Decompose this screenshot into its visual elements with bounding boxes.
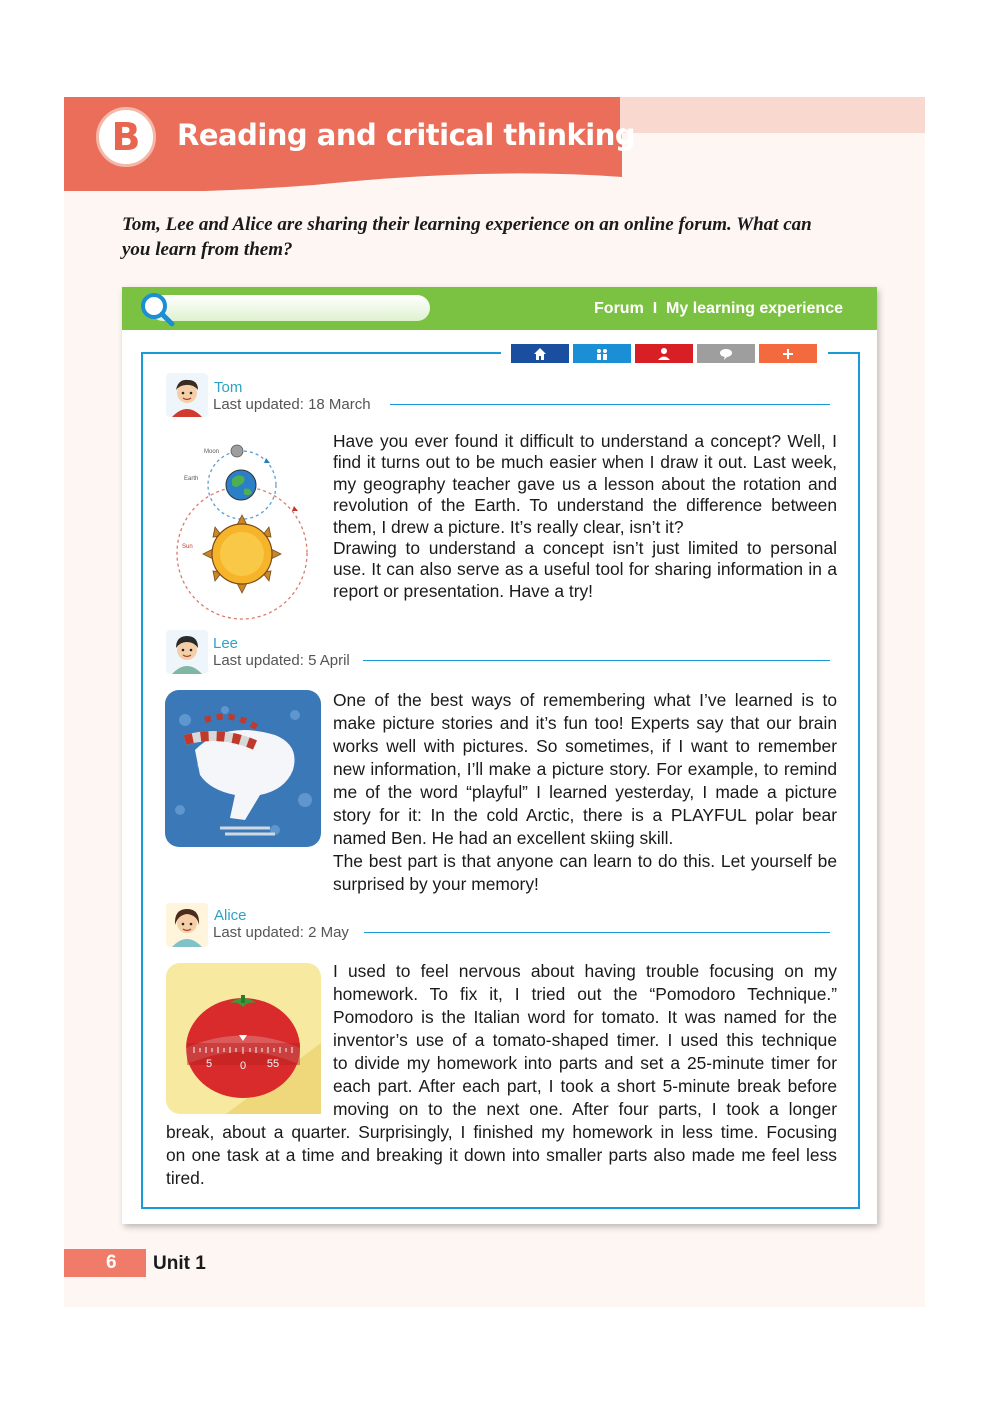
search-icon[interactable] bbox=[139, 291, 177, 329]
post-paragraph: One of the best ways of remembering what I’ve learned is to make picture stories and it’s fun too! Experts say that our brain works well with pictures. So sometimes, if I want to remember new information, I’ll make a picture story. For example, to remind me of the word “playful” I learned yesterday, I made a picture story for it: In the cold Arctic, there is a PLAYFUL polar bear named Ben. He had an excellent skiing skill. bbox=[333, 690, 837, 848]
earth-label: Earth bbox=[184, 476, 199, 482]
post-divider bbox=[390, 404, 830, 405]
home-button[interactable] bbox=[511, 344, 569, 363]
post-body bbox=[333, 431, 837, 602]
post-line: tired. bbox=[166, 1168, 205, 1188]
section-title: Reading and critical thinking bbox=[177, 118, 636, 152]
users-button[interactable] bbox=[573, 344, 631, 363]
post-timestamp: Last updated: 18 March bbox=[213, 396, 371, 413]
post-body bbox=[333, 689, 837, 896]
timer-tick-label: 55 bbox=[266, 1058, 280, 1070]
page-number: 6 bbox=[106, 1252, 117, 1273]
post-author[interactable]: Alice bbox=[214, 907, 247, 924]
plus-icon bbox=[781, 347, 795, 361]
post-paragraph: Drawing to understand a concept isn’t just limited to personal use. It can also serve as a useful tool for sharing information in a report or presentation. Have a try! bbox=[333, 538, 837, 601]
add-post-button[interactable] bbox=[759, 344, 817, 363]
section-ribbon-tail bbox=[620, 97, 925, 133]
comment-button[interactable] bbox=[697, 344, 755, 363]
page-number-tab bbox=[64, 1249, 146, 1277]
tom-avatar bbox=[166, 373, 208, 417]
post-line: break, about a quarter. Surprisingly, I finished my homework in less time. Focusing bbox=[166, 1122, 837, 1142]
post-timestamp: Last updated: 2 May bbox=[213, 924, 349, 941]
timer-tick-label: 5 bbox=[205, 1058, 213, 1070]
section-letter: B bbox=[111, 115, 141, 159]
post-body-wide bbox=[166, 1121, 837, 1190]
post-line: I used to feel nervous about having trouble focusing on my bbox=[333, 961, 837, 981]
search-input[interactable] bbox=[150, 295, 430, 321]
alice-avatar bbox=[166, 903, 208, 947]
forum-title: Forum I My learning experience bbox=[594, 300, 843, 317]
timer-tick-label: 0 bbox=[239, 1060, 247, 1072]
moon bbox=[231, 445, 243, 457]
lee-avatar bbox=[166, 630, 208, 674]
comment-icon bbox=[719, 347, 733, 361]
post-author[interactable]: Tom bbox=[214, 379, 243, 396]
post-line: to divide my homework into parts and set a 25-minute timer for bbox=[333, 1053, 837, 1073]
post-line: each part. After each part, I took a short 5-minute break before bbox=[333, 1076, 837, 1096]
users-icon bbox=[595, 347, 609, 361]
sun-label: Sun bbox=[182, 544, 193, 550]
moon-label: Moon bbox=[204, 449, 220, 455]
sun bbox=[203, 515, 281, 593]
post-timestamp: Last updated: 5 April bbox=[213, 652, 350, 669]
home-icon bbox=[533, 347, 547, 361]
post-line: homework. To fix it, I tried out the “Pomodoro Technique.” bbox=[333, 984, 837, 1004]
post-paragraph: Have you ever found it difficult to understand a concept? Well, I find it turns out to be much easier when I draw it out. Last week, my geography teacher gave us a lesson about the rotation and revolution of the Earth. To understand the difference between them, I drew a picture. It’s really clear, isn’t it? bbox=[333, 431, 837, 537]
pomodoro-timer-image bbox=[166, 963, 321, 1114]
post-divider bbox=[363, 660, 830, 661]
post-line: inventor’s use of a tomato-shaped timer. I used this technique bbox=[333, 1030, 837, 1050]
earth-orbit-diagram bbox=[166, 433, 324, 626]
post-line: Pomodoro is the Italian word for tomato. It was named for the bbox=[333, 1007, 837, 1027]
unit-label: Unit 1 bbox=[153, 1253, 206, 1274]
post-line: moving on to the next one. After four parts, I took a longer bbox=[333, 1099, 837, 1119]
post-author[interactable]: Lee bbox=[213, 635, 239, 652]
polar-bear-skiing-image bbox=[165, 690, 321, 847]
post-paragraph: The best part is that anyone can learn to do this. Let yourself be surprised by your memory! bbox=[333, 851, 837, 894]
earth bbox=[226, 470, 256, 500]
intro-instruction: Tom, Lee and Alice are sharing their learning experience on an online forum. What can you learn from them? bbox=[122, 214, 812, 260]
section-badge bbox=[96, 107, 156, 167]
profile-button[interactable] bbox=[635, 344, 693, 363]
person-icon bbox=[657, 347, 671, 361]
post-divider bbox=[364, 932, 830, 933]
post-line: on one task at a time and breaking it down into smaller parts also made me feel less bbox=[166, 1145, 837, 1165]
post-body-narrow bbox=[333, 960, 837, 1121]
